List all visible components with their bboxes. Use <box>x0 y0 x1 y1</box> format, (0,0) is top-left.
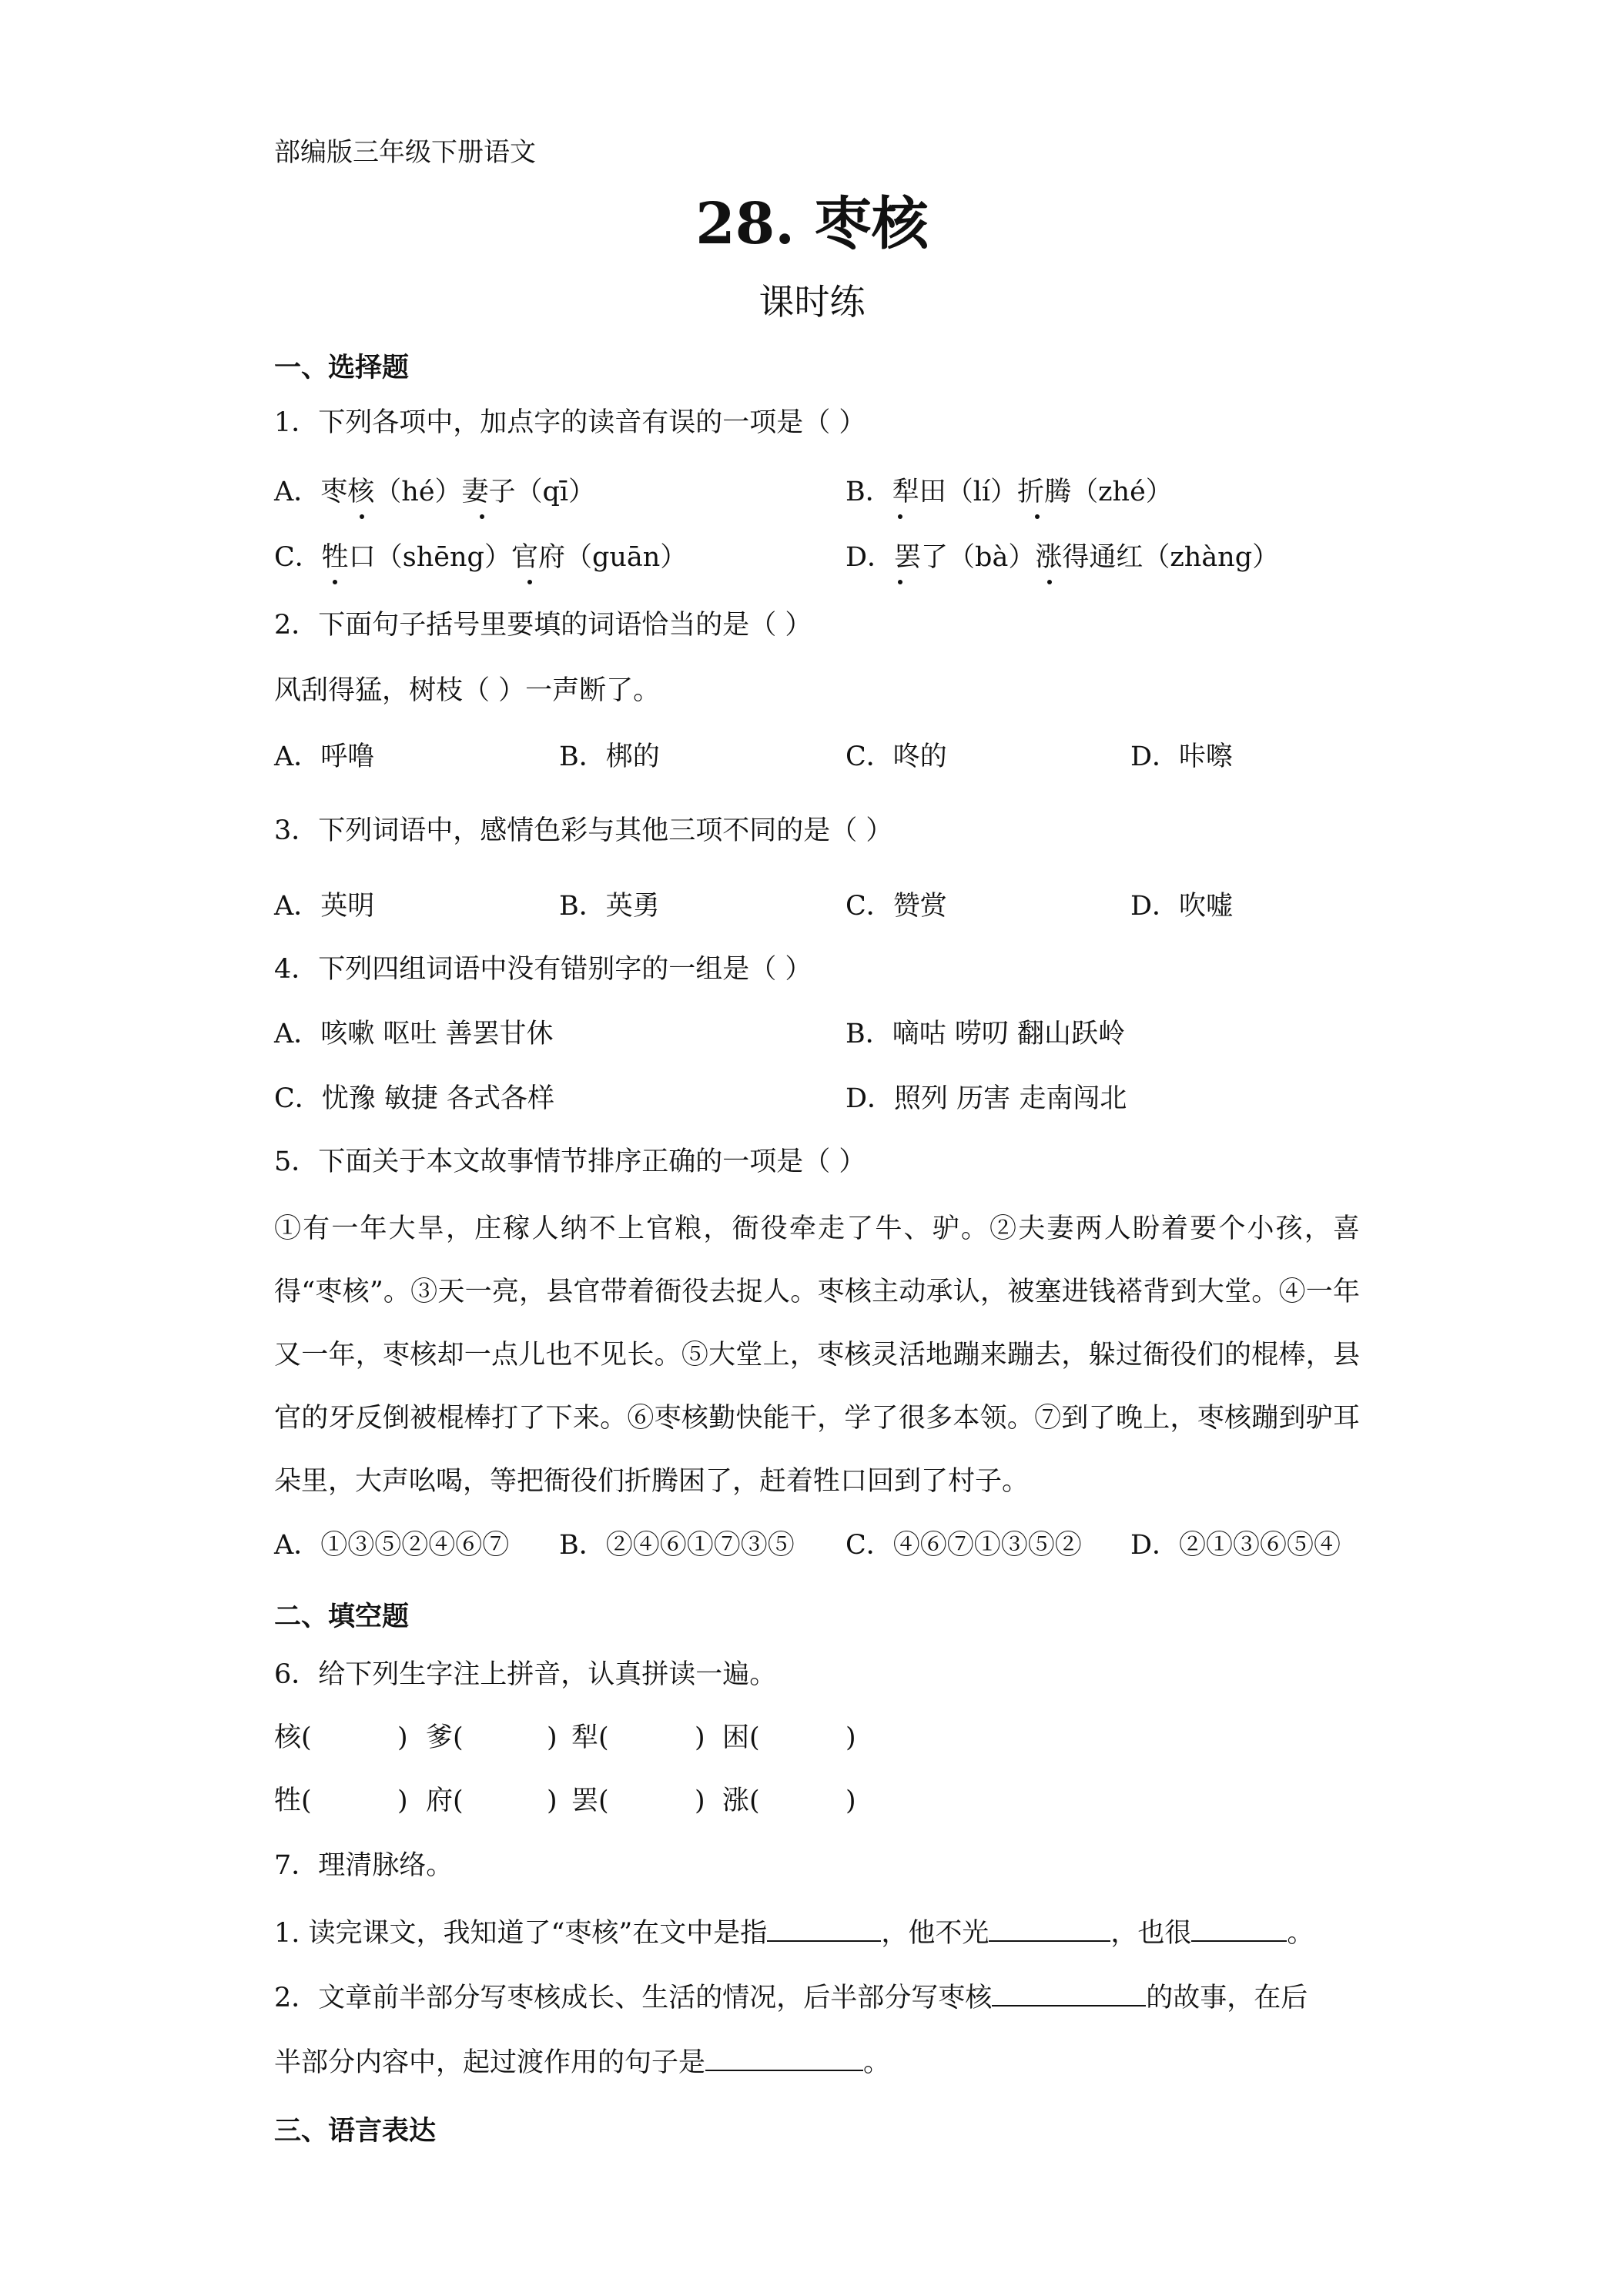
question-3-option-a: A．英明 <box>274 891 375 922</box>
answer-blank[interactable] <box>989 1917 1110 1942</box>
question-7-line-1 <box>274 1917 1314 1947</box>
question-2-option-a: A．呼噜 <box>274 741 375 772</box>
pinyin-char-zhang: 涨( <box>722 1786 760 1816</box>
question-3-option-b: B．英勇 <box>559 891 660 922</box>
page-subtitle: 课时练 <box>758 281 866 323</box>
question-5-option-c: C．④⑥⑦①③⑤② <box>845 1530 1082 1561</box>
answer-blank[interactable] <box>767 1917 881 1942</box>
page-title: 28. 枣核 <box>695 191 929 257</box>
emphasis-dot <box>1047 580 1052 584</box>
question-2-sentence: 风刮得猛，树枝（ ）一声断了。 <box>274 675 661 706</box>
pinyin-close: ) <box>695 1722 705 1753</box>
question-1-option-a: A．枣核（hé）妻子（qī） <box>274 477 596 507</box>
question-2-stem: 2．下面句子括号里要填的词语恰当的是（ ） <box>274 610 812 641</box>
q7-line1-text-a: 1. 读完课文，我知道了“枣核”在文中是指 <box>274 1918 768 1949</box>
pinyin-char-fu: 府( <box>426 1786 464 1816</box>
question-6-stem: 6．给下列生字注上拼音，认真拼读一遍。 <box>274 1659 777 1690</box>
emphasis-dot <box>333 580 337 584</box>
q7-line2-text-b: 的故事，在后 <box>1146 1983 1308 2013</box>
question-7-line-2 <box>274 1982 1308 2012</box>
q7-line1-text-c: ，也很 <box>1110 1918 1192 1949</box>
pinyin-close: ) <box>845 1786 856 1816</box>
emphasis-dot <box>480 514 484 519</box>
question-7-stem: 7．理清脉络。 <box>274 1850 454 1881</box>
question-2-option-b: B．梆的 <box>559 741 660 772</box>
section-heading-fill: 二、填空题 <box>274 1601 410 1632</box>
pinyin-char-ba: 罢( <box>571 1786 609 1816</box>
question-4-option-a: A．咳嗽 呕吐 善罢甘休 <box>274 1019 554 1049</box>
question-5-option-a: A．①③⑤②④⑥⑦ <box>274 1530 510 1561</box>
answer-blank[interactable] <box>992 1982 1146 2006</box>
pinyin-close: ) <box>397 1722 408 1753</box>
question-3-option-c: C．赞赏 <box>845 891 947 922</box>
q7-line1-text-b: ，他不光 <box>881 1918 989 1949</box>
section-heading-expression: 三、语言表达 <box>274 2115 437 2147</box>
question-2-option-c: C．咚的 <box>845 741 947 772</box>
pinyin-char-sheng: 牲( <box>274 1786 312 1816</box>
emphasis-dot <box>527 580 532 584</box>
pinyin-char-li: 犁( <box>571 1722 609 1753</box>
page-header: 部编版三年级下册语文 <box>274 137 536 168</box>
question-5-stem: 5．下面关于本文故事情节排序正确的一项是（ ） <box>274 1146 866 1177</box>
q7-line1-text-d: 。 <box>1287 1918 1314 1949</box>
answer-blank[interactable] <box>705 2047 863 2071</box>
question-1-option-d: D．罢了（bà）涨得通红（zhàng） <box>845 542 1280 573</box>
question-1-option-b: B．犁田（lí）折腾（zhé） <box>845 477 1173 507</box>
emphasis-dot <box>898 514 902 519</box>
question-3-option-d: D．吹嘘 <box>1130 891 1234 922</box>
pinyin-char-he: 核( <box>274 1722 312 1753</box>
pinyin-close: ) <box>547 1722 558 1753</box>
pinyin-close: ) <box>845 1722 856 1753</box>
question-1-option-c: C．牲口（shēng）官府（guān） <box>274 542 688 573</box>
q7-line3-text-a: 半部分内容中，起过渡作用的句子是 <box>274 2047 706 2078</box>
question-7-line-3 <box>274 2047 890 2077</box>
question-5-option-b: B．②④⑥①⑦③⑤ <box>559 1530 795 1561</box>
question-2-option-d: D．咔嚓 <box>1130 741 1234 772</box>
pinyin-close: ) <box>547 1786 558 1816</box>
section-heading-choice: 一、选择题 <box>274 352 410 383</box>
question-4-option-b: B．嘀咕 唠叨 翻山跃岭 <box>845 1019 1125 1049</box>
question-4-option-c: C．忧豫 敏捷 各式各样 <box>274 1083 555 1114</box>
pinyin-close: ) <box>397 1786 408 1816</box>
pinyin-close: ) <box>695 1786 705 1816</box>
q7-line2-text-a: 2．文章前半部分写枣核成长、生活的情况，后半部分写枣核 <box>274 1983 993 2013</box>
q7-line3-text-b: 。 <box>863 2047 891 2078</box>
emphasis-dot <box>898 580 902 584</box>
pinyin-char-die: 爹( <box>426 1722 464 1753</box>
question-1-stem: 1．下列各项中，加点字的读音有误的一项是（ ） <box>274 407 866 438</box>
emphasis-dot <box>360 514 364 519</box>
answer-blank[interactable] <box>1191 1917 1287 1942</box>
pinyin-char-kun: 困( <box>722 1722 760 1753</box>
emphasis-dot <box>1035 514 1040 519</box>
question-4-option-d: D．照列 历害 走南闯北 <box>845 1083 1127 1114</box>
question-3-stem: 3．下列词语中，感情色彩与其他三项不同的是（ ） <box>274 815 893 846</box>
question-5-option-d: D．②①③⑥⑤④ <box>1130 1530 1341 1561</box>
question-4-stem: 4．下列四组词语中没有错别字的一组是（ ） <box>274 954 812 985</box>
question-5-passage: ①有一年大旱，庄稼人纳不上官粮，衙役牵走了牛、驴。②夫妻两人盼着要个小孩，喜得“枣核”。③天一亮，县官带着衙役去捉人。枣核主动承认，被塞进钱褡背到大堂。④一年又一年，枣核却一点儿也不见长。⑤大堂上，枣核灵活地蹦来蹦去，躲过衙役们的棍棒，县官的牙反倒被棍棒打了下来。⑥枣核勤快能干，学了很多本领。⑦到了晚上，枣核蹦到驴耳朵里，大声吆喝，等把衙役们折腾困了，赶着牲口回到了村子。 <box>274 1213 1360 1497</box>
